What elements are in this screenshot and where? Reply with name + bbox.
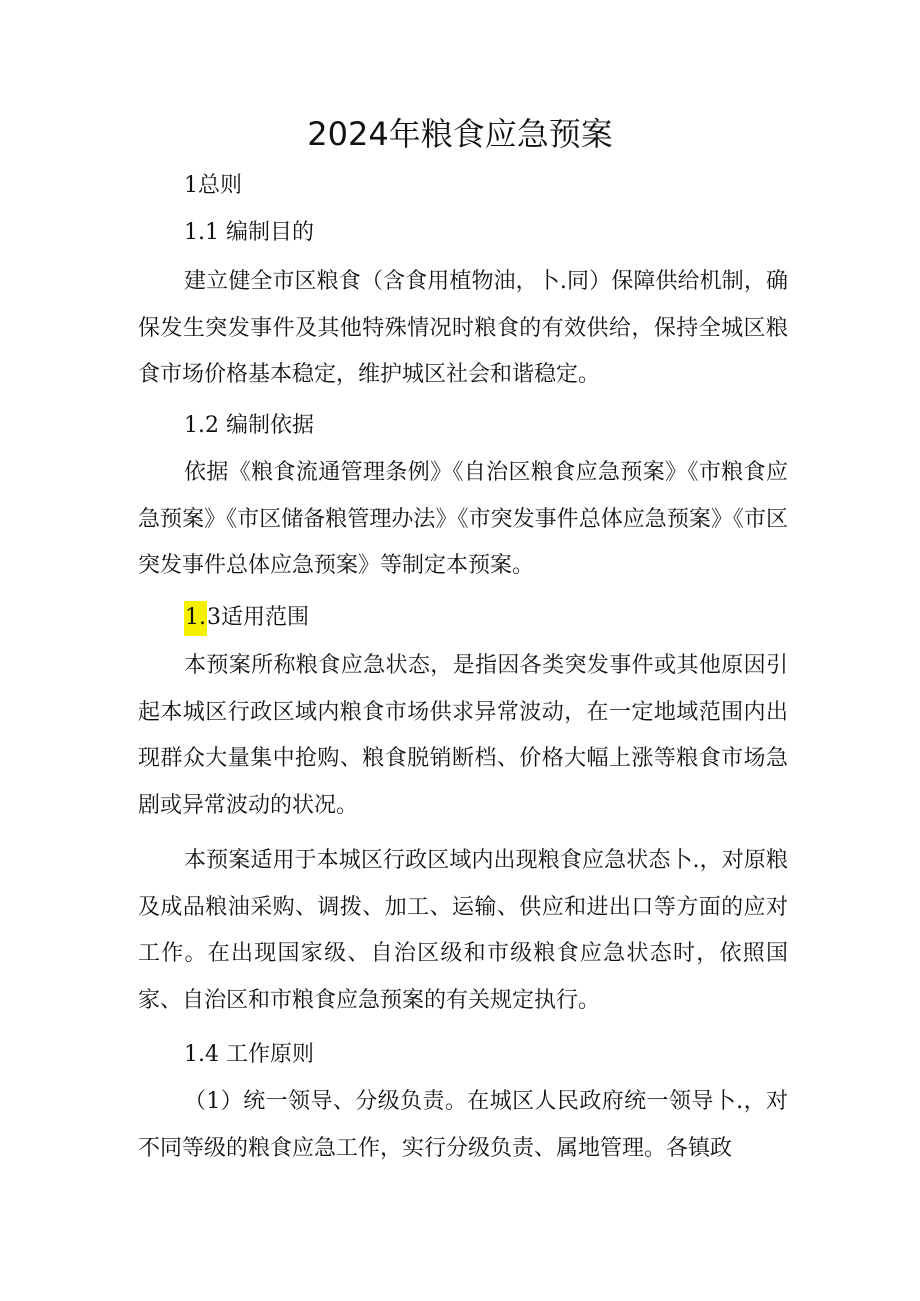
section-heading-scope-text: 3适用范围: [207, 605, 309, 630]
paragraph-scope-definition: 本预案所称粮食应急状态，是指因各类突发事件或其他原因引起本城区行政区域内粮食市场供求异常波动，在一定地域范围内出现群众大量集中抢购、粮食脱销断档、价格大幅上涨等粮食市场急剧或异常波动的状况。: [138, 653, 788, 818]
document-title: 2024年粮食应急预案: [307, 115, 613, 153]
section-heading-basis: 1.2 编制依据: [184, 413, 314, 438]
paragraph-purpose: 建立健全市区粮食（含食用植物油，卜.同）保障供给机制，确保发生突发事件及其他特殊情况时粮食的有效供给，保持全城区粮食市场价格基本稳定，维护城区社会和谐稳定。: [138, 269, 788, 387]
section-heading-scope: [184, 604, 309, 632]
section-heading-purpose: 1.1 编制目的: [184, 220, 314, 245]
paragraph-scope-application: 本预案适用于本城区行政区域内出现粮食应急状态卜.，对原粮及成品粮油采购、调拨、加工、运输、供应和进出口等方面的应对工作。在出现国家级、自治区级和市级粮食应急状态时，依照国家、自治区和市粮食应急预案的有关规定执行。: [138, 848, 788, 1013]
paragraph-basis: 依据《粮食流通管理条例》《自治区粮食应急预案》《市粮食应急预案》《市区储备粮管理办法》《市突发事件总体应急预案》《市区突发事件总体应急预案》等制定本预案。: [138, 460, 788, 578]
highlight-mark: 1.: [184, 601, 207, 636]
section-heading-general: 1总则: [184, 173, 242, 198]
section-heading-principles: 1.4 工作原则: [184, 1042, 314, 1067]
paragraph-principle-1: （1）统一领导、分级负责。在城区人民政府统一领导卜.，对不同等级的粮食应急工作，实行分级负责、属地管理。各镇政: [138, 1089, 788, 1161]
